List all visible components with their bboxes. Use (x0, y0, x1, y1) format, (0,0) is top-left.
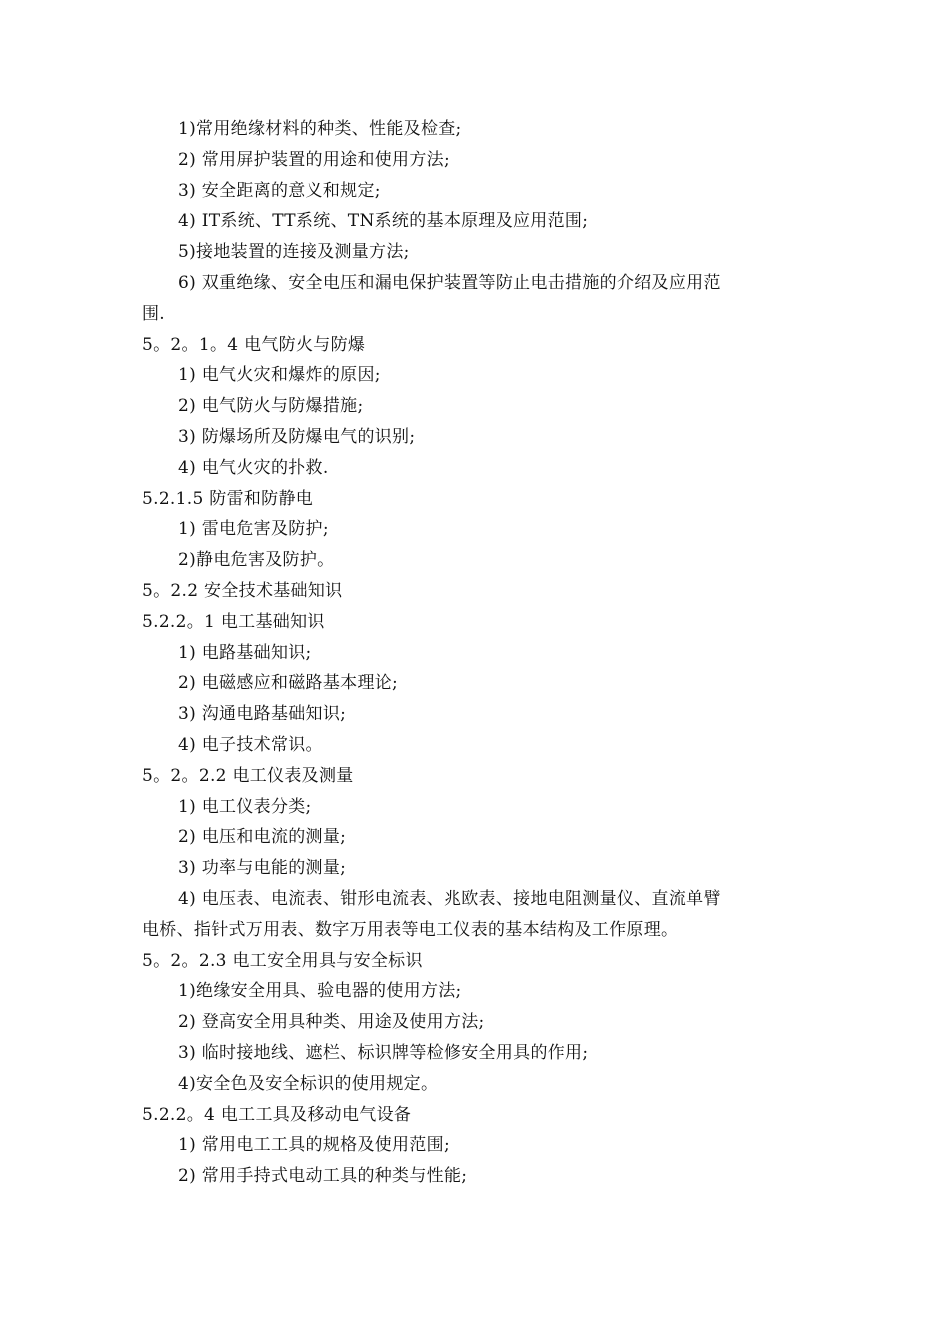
list-item: 2) 常用手持式电动工具的种类与性能; (178, 1166, 468, 1187)
list-item: 1) 电气火灾和爆炸的原因; (178, 365, 381, 386)
text-line: 5.2.1.5 防雷和防静电 (142, 488, 314, 509)
list-item: 1)常用绝缘材料的种类、性能及检查; (178, 119, 462, 139)
list-item: 1) 雷电危害及防护; (178, 519, 329, 540)
text-line: 5。2.2 安全技术基础知识 (142, 580, 343, 601)
list-item: 4) 电子技术常识。 (178, 734, 323, 755)
text-line: 电桥、指针式万用表、数字万用表等电工仪表的基本结构及工作原理。 (142, 919, 679, 940)
list-item: 3) 功率与电能的测量; (178, 858, 347, 879)
list-item: 2) 电压和电流的测量; (178, 827, 347, 848)
list-item: 2) 电磁感应和磁路基本理论; (178, 673, 399, 694)
list-item: 4) IT系统、TT系统、TN系统的基本原理及应用范围; (178, 211, 589, 232)
list-item: 3) 沟通电路基础知识; (178, 704, 347, 725)
list-item: 6) 双重绝缘、安全电压和漏电保护装置等防止电击措施的介绍及应用范 (178, 272, 721, 293)
text-line: 5。2。2.2 电工仪表及测量 (142, 765, 354, 786)
list-item: 3) 临时接地线、遮栏、标识牌等检修安全用具的作用; (178, 1042, 589, 1063)
text-line: 围. (142, 303, 166, 324)
list-item: 4) 电气火灾的扑救. (178, 457, 329, 478)
list-item: 1) 电工仪表分类; (178, 796, 312, 817)
list-item: 1) 电路基础知识; (178, 642, 312, 663)
text-line: 5.2.2。1 电工基础知识 (142, 611, 325, 632)
list-item: 1)绝缘安全用具、验电器的使用方法; (178, 981, 462, 1002)
list-item: 1) 常用电工工具的规格及使用范围; (178, 1135, 450, 1156)
text-line: 5。2。1。4 电气防火与防爆 (142, 334, 366, 355)
list-item: 2)静电危害及防护。 (178, 550, 335, 571)
text-line: 5。2。2.3 电工安全用具与安全标识 (142, 950, 423, 971)
list-item: 2) 登高安全用具种类、用途及使用方法; (178, 1012, 485, 1033)
list-item: 2) 电气防火与防爆措施; (178, 396, 364, 417)
list-item: 5)接地装置的连接及测量方法; (178, 242, 410, 263)
list-item: 4) 电压表、电流表、钳形电流表、兆欧表、接地电阻测量仪、直流单臂 (178, 888, 721, 909)
list-item: 4)安全色及安全标识的使用规定。 (178, 1073, 439, 1094)
list-item: 3) 安全距离的意义和规定; (178, 180, 381, 201)
list-item: 2) 常用屏护装置的用途和使用方法; (178, 149, 450, 170)
document-body (142, 114, 802, 1192)
list-item: 3) 防爆场所及防爆电气的识别; (178, 426, 416, 447)
text-line: 5.2.2。4 电工工具及移动电气设备 (142, 1104, 412, 1125)
